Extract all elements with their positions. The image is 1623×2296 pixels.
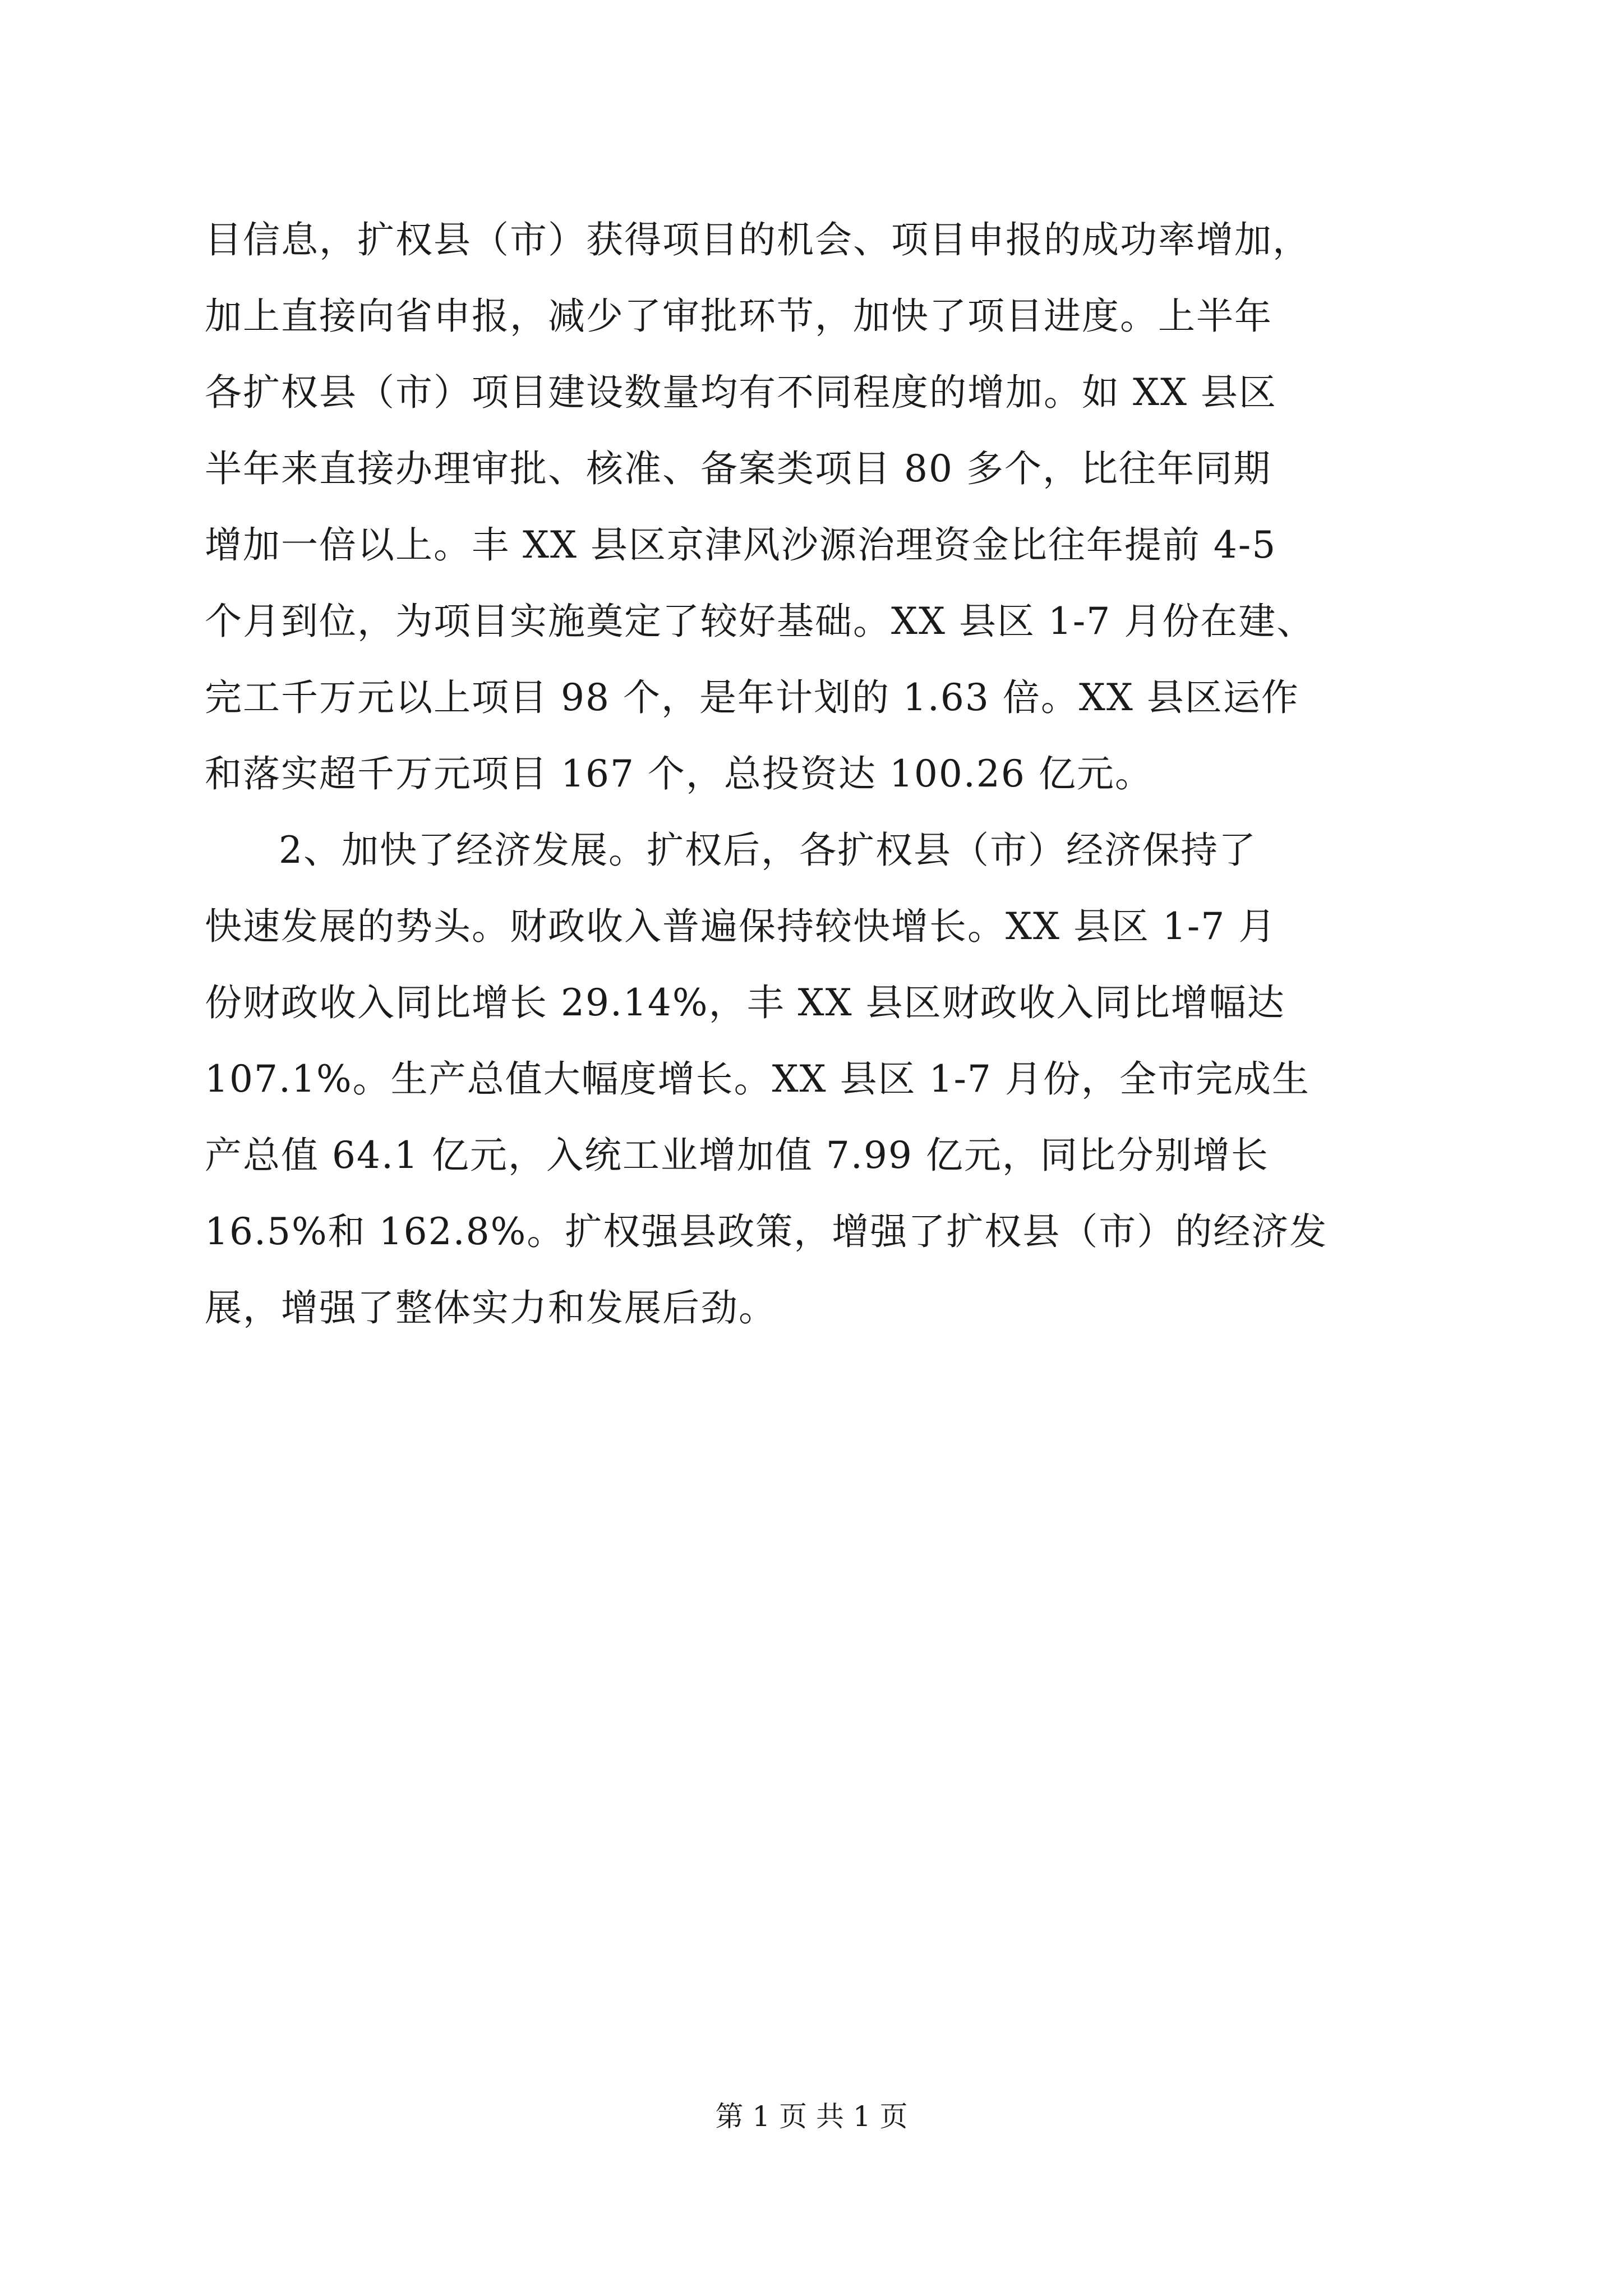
text-line: 快速发展的势头。财政收入普遍保持较快增长。XX 县区 1-7 月 [205, 905, 1277, 948]
body-text [205, 202, 1422, 1346]
text-line: 各扩权县（市）项目建设数量均有不同程度的增加。如 XX 县区 [205, 371, 1277, 414]
paragraph-2 [205, 812, 1422, 1346]
text-line: 107.1%。生产总值大幅度增长。XX 县区 1-7 月份，全市完成生 [205, 1057, 1310, 1101]
text-line: 展，增强了整体实力和发展后劲。 [205, 1286, 777, 1329]
text-line: 增加一倍以上。丰 XX 县区京津风沙源治理资金比往年提前 4-5 [205, 523, 1277, 567]
paragraph-1 [205, 202, 1422, 812]
page-footer [0, 2097, 1623, 2136]
text-line: 加上直接向省申报，减少了审批环节，加快了项目进度。上半年 [205, 295, 1272, 338]
text-line: 2、加快了经济发展。扩权后，各扩权县（市）经济保持了 [279, 829, 1257, 872]
text-line: 完工千万元以上项目 98 个，是年计划的 1.63 倍。XX 县区运作 [205, 676, 1299, 719]
text-line: 和落实超千万元项目 167 个，总投资达 100.26 亿元。 [205, 752, 1153, 795]
text-line: 半年来直接办理审批、核准、备案类项目 80 多个，比往年同期 [205, 447, 1271, 490]
text-line: 16.5%和 162.8%。扩权强县政策，增强了扩权县（市）的经济发 [205, 1210, 1328, 1253]
page-number-label: 第 1 页 共 1 页 [715, 2100, 908, 2133]
text-line: 目信息，扩权县（市）获得项目的机会、项目申报的成功率增加， [205, 218, 1311, 261]
text-line: 产总值 64.1 亿元，入统工业增加值 7.99 亿元，同比分别增长 [205, 1134, 1269, 1177]
text-line: 份财政收入同比增长 29.14%，丰 XX 县区财政收入同比增幅达 [205, 981, 1285, 1024]
text-line: 个月到位，为项目实施奠定了较好基础。XX 县区 1-7 月份在建、 [205, 600, 1315, 643]
